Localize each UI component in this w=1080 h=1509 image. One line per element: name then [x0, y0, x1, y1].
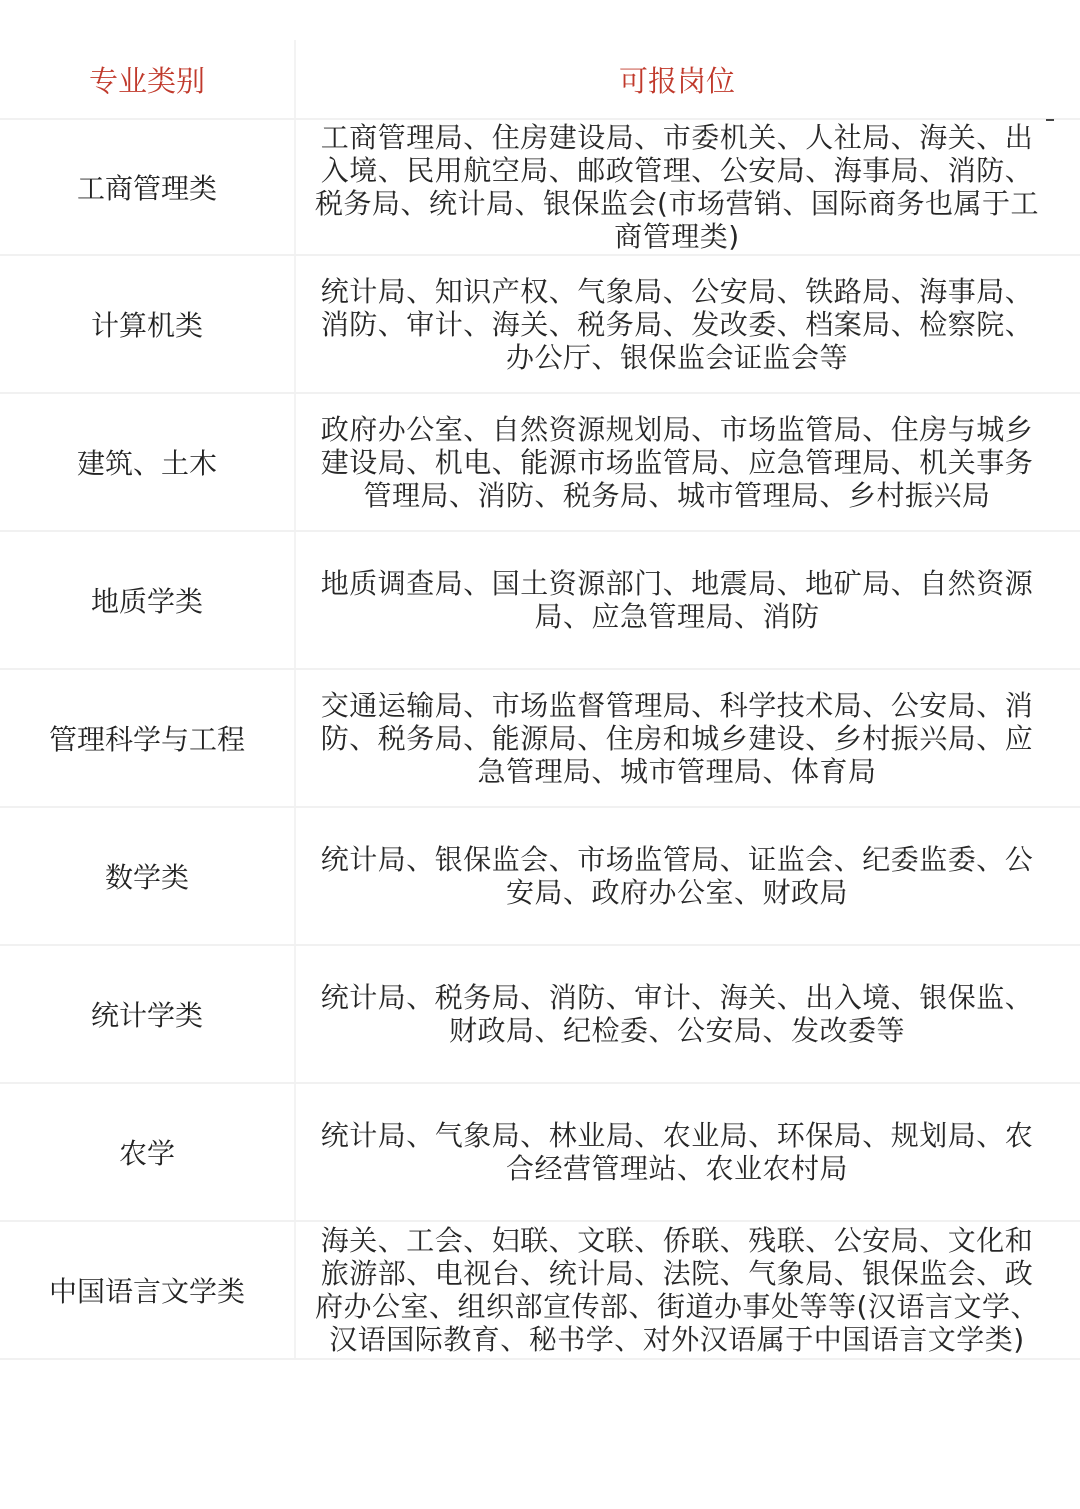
table-row	[0, 670, 1080, 808]
posts-text: 地质调查局、国土资源部门、地震局、地矿局、自然资源局、应急管理局、消防	[320, 567, 1034, 633]
major-cell: 建筑、土木	[0, 394, 296, 530]
edge-dash-mark	[1046, 119, 1054, 121]
major-cell: 地质学类	[0, 532, 296, 668]
posts-text: 工商管理局、住房建设局、市委机关、人社局、海关、出入境、民用航空局、邮政管理、公安局、海事局、消防、税务局、统计局、银保监会(市场营销、国际商务也属于工商管理类)	[315, 121, 1039, 253]
majors-posts-table	[0, 40, 1080, 1360]
table-row	[0, 394, 1080, 532]
major-cell: 农学	[0, 1084, 296, 1220]
posts-cell	[296, 1222, 1080, 1358]
posts-text: 统计局、知识产权、气象局、公安局、铁路局、海事局、消防、审计、海关、税务局、发改委、档案局、检察院、办公厅、银保监会证监会等	[320, 274, 1034, 374]
posts-text: 统计局、银保监会、市场监管局、证监会、纪委监委、公安局、政府办公室、财政局	[320, 843, 1034, 909]
table-row	[0, 1222, 1080, 1360]
major-cell: 中国语言文学类	[0, 1222, 296, 1358]
posts-text: 交通运输局、市场监督管理局、科学技术局、公安局、消防、税务局、能源局、住房和城乡建设、乡村振兴局、应急管理局、城市管理局、体育局	[320, 688, 1034, 788]
posts-cell	[296, 946, 1080, 1082]
posts-cell	[296, 532, 1080, 668]
major-cell: 统计学类	[0, 946, 296, 1082]
table-row	[0, 1084, 1080, 1222]
posts-text: 统计局、气象局、林业局、农业局、环保局、规划局、农合经营管理站、农业农村局	[320, 1119, 1034, 1185]
major-cell: 工商管理类	[0, 120, 296, 254]
table-row	[0, 256, 1080, 394]
header-available-posts: 可报岗位	[618, 63, 735, 98]
posts-cell	[296, 1084, 1080, 1220]
posts-cell	[296, 670, 1080, 806]
posts-cell	[296, 256, 1080, 392]
header-major-category: 专业类别	[0, 40, 296, 118]
posts-cell	[296, 120, 1080, 254]
major-cell: 管理科学与工程	[0, 670, 296, 806]
posts-cell	[296, 808, 1080, 944]
table-row	[0, 946, 1080, 1084]
posts-text: 统计局、税务局、消防、审计、海关、出入境、银保监、财政局、纪检委、公安局、发改委等	[320, 981, 1034, 1047]
major-cell: 计算机类	[0, 256, 296, 392]
table-row	[0, 120, 1080, 256]
posts-text: 海关、工会、妇联、文联、侨联、残联、公安局、文化和旅游部、电视台、统计局、法院、气象局、银保监会、政府办公室、组织部宣传部、街道办事处等等(汉语言文学、汉语国际教育、秘书学、对外汉语属于中国语言文学类)	[315, 1224, 1039, 1356]
table-header-row	[0, 40, 1080, 120]
posts-cell	[296, 394, 1080, 530]
posts-text: 政府办公室、自然资源规划局、市场监管局、住房与城乡建设局、机电、能源市场监管局、应急管理局、机关事务管理局、消防、税务局、城市管理局、乡村振兴局	[320, 412, 1034, 512]
table-row	[0, 532, 1080, 670]
table-row	[0, 808, 1080, 946]
major-cell: 数学类	[0, 808, 296, 944]
